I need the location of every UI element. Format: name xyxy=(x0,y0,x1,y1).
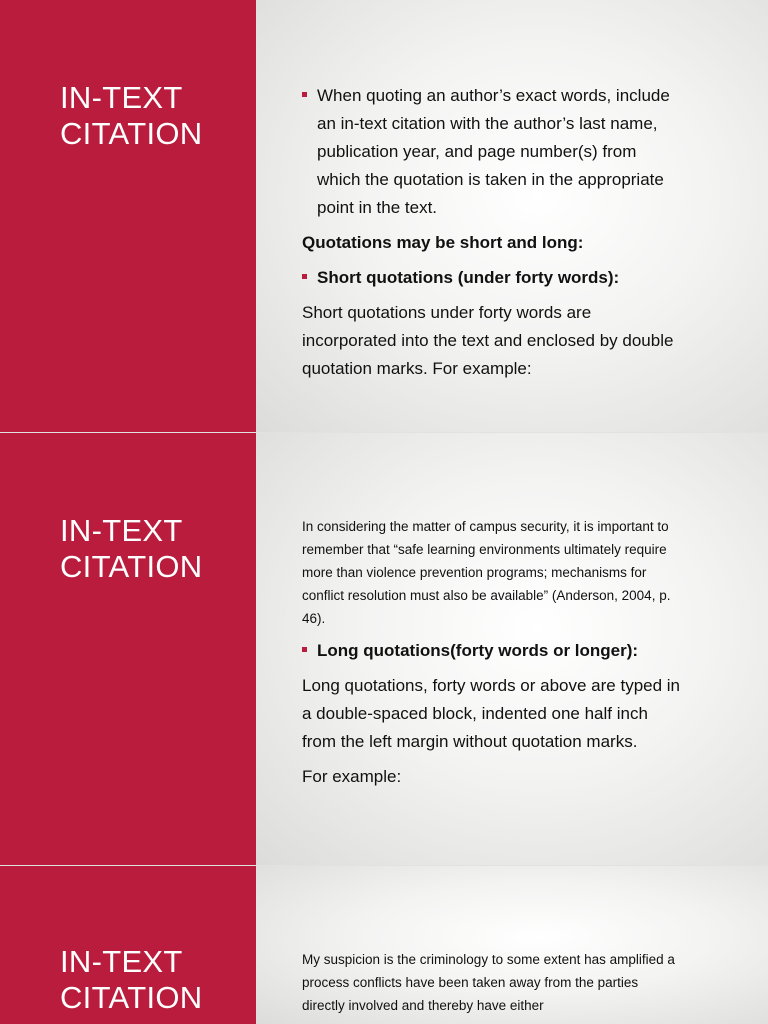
quotations-heading: Quotations may be short and long: xyxy=(302,233,584,252)
slide-2-content xyxy=(302,515,682,791)
bullet-marker-icon xyxy=(302,274,307,279)
long-quotations-bullet: Long quotations(forty words or longer): xyxy=(302,637,682,665)
slide-2 xyxy=(0,433,768,865)
slide-3-content-panel xyxy=(256,866,768,1024)
slide-1-content xyxy=(302,82,682,383)
slide-1-content-panel xyxy=(256,0,768,432)
slide-2-title: IN-TEXT CITATION xyxy=(60,513,203,584)
long-quotations-text: Long quotations, forty words or above are typed in a double-spaced block, indented one half inch from the left margin without quotation marks. xyxy=(302,676,681,751)
long-quotation-example: My suspicion is the criminology to some extent has amplified a process conflicts have been taken away from the parties directly involved and thereby have either xyxy=(302,952,675,1013)
slide-3 xyxy=(0,866,768,1024)
bullet-marker-icon xyxy=(302,92,307,97)
short-quotations-text: Short quotations under forty words are incorporated into the text and enclosed by double quotation marks. For example: xyxy=(302,303,674,378)
for-example-label: For example: xyxy=(302,767,402,786)
short-quotation-example: In considering the matter of campus security, it is important to remember that “safe learning environments ultimately require more than violence prevention programs; mechanisms for conflict resolution must also be available” (Anderson, 2004, p. 46). xyxy=(302,519,671,626)
short-quotations-bullet: Short quotations (under forty words): xyxy=(302,264,682,292)
slide-1-title-panel xyxy=(0,0,256,432)
slide-3-title: IN-TEXT CITATION xyxy=(60,944,203,1015)
intro-bullet: When quoting an author’s exact words, include an in-text citation with the author’s last name, publication year, and page number(s) from which the quotation is taken in the appropriate point in the text. xyxy=(302,82,682,222)
slide-2-title-panel xyxy=(0,433,256,865)
slide-3-content xyxy=(302,948,682,1017)
slide-1-title: IN-TEXT CITATION xyxy=(60,80,203,151)
slide-3-title-panel xyxy=(0,866,256,1024)
bullet-marker-icon xyxy=(302,647,307,652)
slide-1 xyxy=(0,0,768,432)
slide-2-content-panel xyxy=(256,433,768,865)
